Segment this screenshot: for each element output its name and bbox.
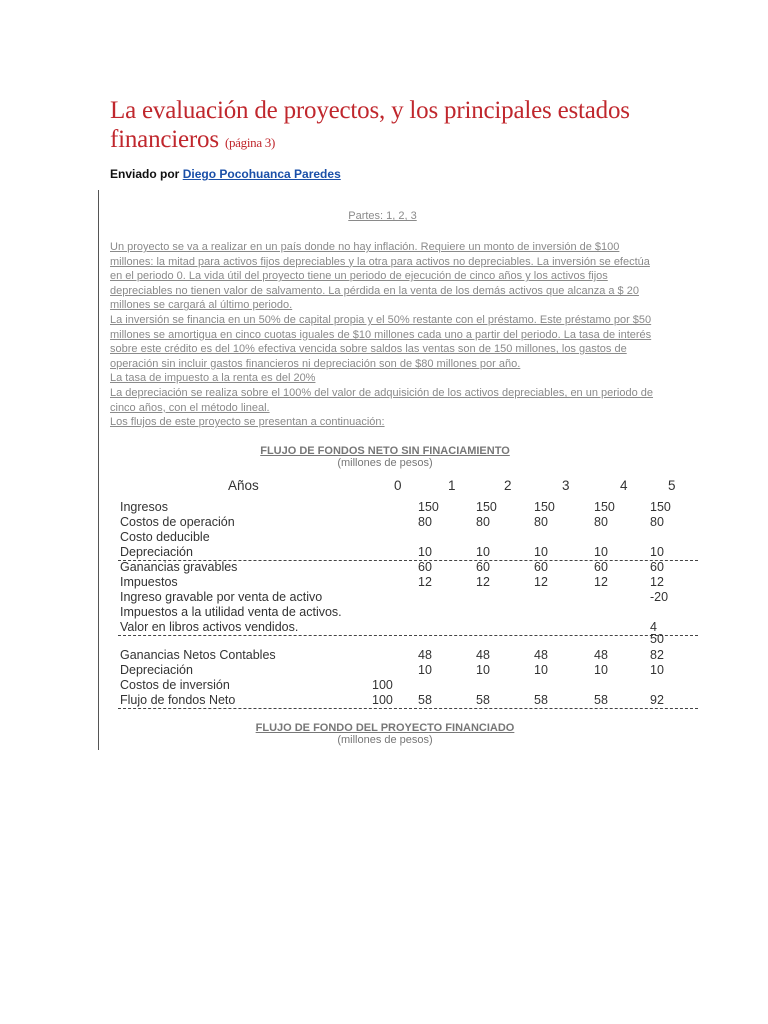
cell-value: 48	[594, 648, 608, 662]
cell-value: 80	[476, 515, 490, 529]
cell-value: 80	[594, 515, 608, 529]
row-label: Impuestos a la utilidad venta de activos.	[120, 605, 342, 619]
row-label: Ingresos	[120, 500, 168, 514]
cell-value: 10	[418, 663, 432, 677]
cell-value: -20	[650, 590, 669, 604]
row-label: Valor en libros activos vendidos.	[120, 620, 299, 634]
cell-value: 150	[650, 500, 671, 514]
row-label: Ingreso gravable por venta de activo	[120, 590, 323, 604]
cash-flow-table	[110, 478, 700, 707]
cell-value: 12	[594, 575, 608, 589]
cell-value: 10	[476, 545, 490, 559]
parts-nav[interactable]: Partes: 1, 2, 3	[348, 210, 417, 222]
article-title	[110, 96, 670, 157]
byline	[110, 167, 341, 181]
cell-value: 150	[418, 500, 439, 514]
paragraph-3: La tasa de impuesto a la renta es del 20%	[110, 372, 316, 385]
cell-value: 10	[476, 663, 490, 677]
cell-value: 4	[650, 620, 657, 634]
table-row	[110, 500, 700, 515]
cell-value: 58	[476, 693, 490, 707]
table-row	[110, 648, 700, 663]
row-label: Depreciación	[120, 663, 193, 677]
cell-value: 100	[372, 693, 393, 707]
table-row	[110, 575, 700, 590]
page-note: (página 3)	[224, 135, 275, 150]
years-label: Años	[228, 478, 259, 493]
table-row	[110, 560, 700, 575]
cell-value: 10	[418, 545, 432, 559]
cell-value: 58	[594, 693, 608, 707]
row-label: Costos de inversión	[120, 678, 230, 692]
byline-prefix: Enviado por	[110, 167, 180, 181]
paragraph-5: Los flujos de este proyecto se presentan a continuación:	[110, 416, 385, 429]
table1-title: FLUJO DE FONDOS NETO SIN FINACIAMIENTO	[260, 445, 510, 457]
cell-value: 60	[418, 560, 432, 574]
table-row	[110, 545, 700, 560]
cell-value: 80	[650, 515, 664, 529]
row-label: Flujo de fondos Neto	[120, 693, 236, 707]
row-label: Impuestos	[120, 575, 178, 589]
year-header: 0	[394, 478, 402, 493]
row-label: Depreciación	[120, 545, 193, 559]
cell-value: 48	[476, 648, 490, 662]
table2-heading	[110, 722, 660, 746]
paragraph-2: La inversión se financia en un 50% de capital propia y el 50% restante con el préstamo. Este préstamo por $50 millones se amortigua en cinco cuotas iguales de $10 millones cada uno a partir del periodo. La tasa de interés sobre este crédito es del 10% efectiva vencida sobre saldos las ventas son de 150 millones, los gastos de operación sin incluir gastos financieros ni depreciación son de $80 millones por año.	[110, 313, 652, 370]
cell-value: 12	[476, 575, 490, 589]
year-header: 3	[562, 478, 570, 493]
cell-value: 50	[650, 632, 664, 646]
cell-value: 10	[650, 545, 664, 559]
cell-value: 82	[650, 648, 664, 662]
row-label: Costo deducible	[120, 530, 210, 544]
paragraph-1: Un proyecto se va a realizar en un país donde no hay inflación. Requiere un monto de inversión de $100 millones: la mitad para activos fijos depreciables y la otra para activos no depreciables. La inversión se efectúa en el periodo 0. La vida útil del proyecto tiene un periodo de ejecución de cinco años y los activos fijos depreciables no tienen valor de salvamento. La pérdida en la venta de los demás activos que alcanza a $ 20 millones se cargará al último periodo.	[110, 241, 650, 312]
cell-value: 150	[476, 500, 497, 514]
cell-value: 58	[534, 693, 548, 707]
left-rule	[98, 190, 99, 750]
cell-value: 150	[534, 500, 555, 514]
year-header: 5	[668, 478, 676, 493]
cell-value: 10	[534, 545, 548, 559]
year-header: 2	[504, 478, 512, 493]
row-label: Ganancias Netos Contables	[120, 648, 276, 662]
cell-value: 80	[418, 515, 432, 529]
cell-value: 60	[534, 560, 548, 574]
table2-title: FLUJO DE FONDO DEL PROYECTO FINANCIADO	[255, 722, 515, 734]
cell-value: 48	[534, 648, 548, 662]
article-title-text: La evaluación de proyectos, y los principales estados financieros	[110, 97, 630, 153]
dashed-rule	[118, 708, 698, 709]
table2-unit: (millones de pesos)	[337, 734, 433, 746]
cell-value: 48	[418, 648, 432, 662]
year-header: 1	[448, 478, 456, 493]
table1-heading	[110, 445, 660, 469]
cell-value: 60	[650, 560, 664, 574]
table-row	[110, 663, 700, 678]
cell-value: 10	[594, 545, 608, 559]
paragraph-4: La depreciación se realiza sobre el 100% del valor de adquisición de los activos depreciables, en un periodo de cinco años, con el método lineal.	[110, 386, 654, 414]
cell-value: 60	[476, 560, 490, 574]
article-body	[110, 240, 660, 430]
table-row	[110, 590, 700, 605]
cell-value: 10	[650, 663, 664, 677]
cell-value: 12	[534, 575, 548, 589]
table-header-row	[110, 478, 700, 493]
cell-value: 150	[594, 500, 615, 514]
cell-value: 92	[650, 693, 664, 707]
year-header: 4	[620, 478, 628, 493]
table-row	[110, 693, 700, 708]
cell-value: 10	[594, 663, 608, 677]
table-row	[110, 678, 700, 693]
cell-value: 80	[534, 515, 548, 529]
table-row	[110, 605, 700, 620]
cell-value: 12	[418, 575, 432, 589]
cell-value: 60	[594, 560, 608, 574]
table-row	[110, 530, 700, 545]
table-row	[110, 515, 700, 530]
row-label: Costos de operación	[120, 515, 235, 529]
row-label: Ganancias gravables	[120, 560, 238, 574]
author-link[interactable]: Diego Pocohuanca Paredes	[182, 167, 341, 181]
cell-value: 58	[418, 693, 432, 707]
cell-value: 10	[534, 663, 548, 677]
cell-value: 100	[372, 678, 393, 692]
table-row	[110, 632, 700, 647]
table1-unit: (millones de pesos)	[337, 457, 433, 469]
cell-value: 12	[650, 575, 664, 589]
